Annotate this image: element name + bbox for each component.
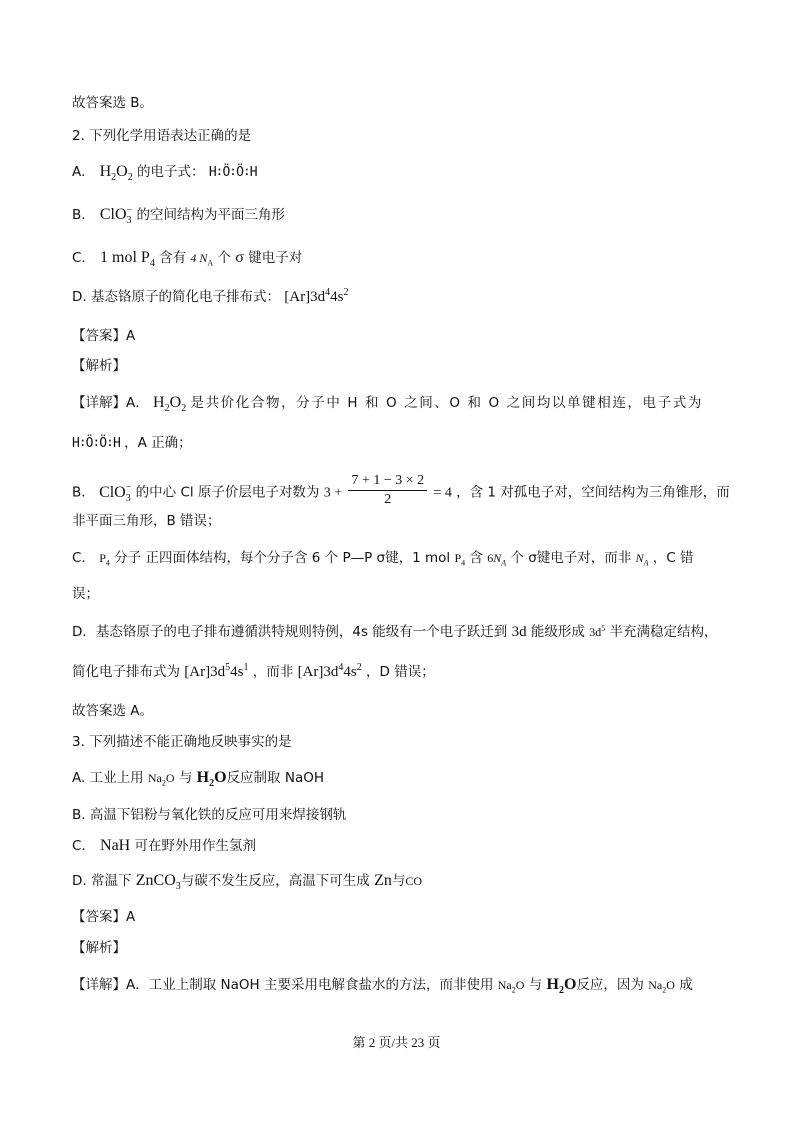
q3-option-b-text: B. 高温下铝粉与氧化铁的反应可用来焊接钢轨 <box>72 807 347 823</box>
detail-a-text: 是共价化合物，分子中 H 和 O 之间、O 和 O 之间均以单键相连，电子式为 <box>190 395 703 411</box>
fraction-left: 3 + <box>323 485 343 501</box>
detail-b-line-1 <box>72 474 730 511</box>
q3-option-d-text-3: 与 <box>391 873 406 889</box>
option-d-text: D. 基态铬原子的简化电子排布式： <box>72 289 280 305</box>
detail-clo3-formula: ClO$_3$− <box>99 482 132 504</box>
detail-c-line-2 <box>72 584 99 604</box>
answer-tag: 【答案】A <box>72 328 136 344</box>
detail3-na2o-2: $Na_2O$ <box>648 978 675 995</box>
detail-lewis-structure: H∶Ö∶Ö∶H <box>72 436 120 451</box>
detail-d-text-5: ，而非 <box>252 664 294 680</box>
analysis-line <box>72 356 126 376</box>
h2o2-lewis-structure: H∶Ö∶Ö∶H <box>208 165 257 180</box>
detail-c-text-2: 含 <box>469 550 483 566</box>
question-3-option-a <box>72 768 324 788</box>
clo3-formula: ClO$_3$− <box>99 204 133 227</box>
detail-d-line-1 <box>72 622 718 642</box>
question-2-option-d <box>72 287 348 307</box>
answer-tag-2: 【答案】A <box>72 909 136 925</box>
detail-h2o2-formula: $H_2O_2$ <box>153 394 187 415</box>
h2o2-formula: $H_2O_2$ <box>99 163 133 184</box>
question-2-stem <box>72 126 251 146</box>
detail-b-prefix: B． <box>72 484 95 501</box>
detail-a-line-2 <box>72 433 192 454</box>
q3-nah: NaH <box>100 837 131 854</box>
question-3-stem <box>72 732 292 752</box>
option-c-text-2: 个 <box>217 250 231 266</box>
q3-na2o: $Na_2O$ <box>147 771 175 788</box>
sigma-symbol: σ <box>235 249 244 266</box>
question-3-stem-text: 3. 下列描述不能正确地反映事实的是 <box>72 734 292 750</box>
detail-b-text: 的中心 Cl 原子价层电子对数为 <box>135 484 320 501</box>
correct-config: $[Ar]3d^54s^1$ <box>184 662 249 680</box>
detail-d-text-3: 半充满稳定结构， <box>609 624 718 640</box>
question-3-option-c <box>72 836 256 856</box>
detail-c-line-1 <box>72 548 694 568</box>
analysis-tag: 【解析】 <box>72 358 126 374</box>
option-a-text: 的电子式： <box>137 164 205 180</box>
q3-zn: Zn <box>374 872 392 889</box>
option-b-label: B. <box>72 207 86 223</box>
detail-c-text-3: 个 σ键电子对，而非 <box>510 550 632 566</box>
answer-line-2 <box>72 907 135 927</box>
q3-option-a-text: A. 工业上用 <box>72 770 144 786</box>
detail-d-text-4: 简化电子排布式为 <box>72 664 180 680</box>
cr-config-formula: $[Ar]3d^44s^2$ <box>284 287 349 305</box>
detail-p4: $P_4$ <box>99 551 110 568</box>
q3-option-d-text: D. 常温下 <box>72 873 132 889</box>
valence-pair-fraction <box>348 472 427 509</box>
previous-answer-line <box>72 93 153 113</box>
detail-c-conclusion: 误； <box>72 586 99 602</box>
detail-b-conclusion: 非平面三角形，B 错误； <box>72 513 221 529</box>
detail-c-text: 分子 正四面体结构，每个分子含 6 个 P—P σ键，1 mol <box>114 550 451 566</box>
fraction-numerator: 7 + 1 − 3 × 2 <box>348 472 427 491</box>
q3-h2o: $H_2O$ <box>196 769 227 790</box>
detail-3-text-2: 与 <box>528 977 543 993</box>
detail-a-prefix: 【详解】A． <box>72 395 149 411</box>
q3-option-d-text-2: 与碳不发生反应，高温下可生成 <box>180 873 370 889</box>
q3-co: CO <box>405 874 423 888</box>
final-answer-text: 故答案选 A。 <box>72 703 154 719</box>
page-number: 第 2 页/共 23 页 <box>352 1035 441 1050</box>
option-c-text-1: 含有 <box>159 250 187 266</box>
option-b-text: 的空间结构为平面三角形 <box>136 207 285 223</box>
detail-a-line-1 <box>72 393 703 413</box>
option-c-text-3: 键电子对 <box>248 250 303 266</box>
option-c-label: C. <box>72 250 86 266</box>
detail-d-line-2 <box>72 662 435 682</box>
q3-option-a-text-2: 与 <box>178 770 193 786</box>
answer-line <box>72 326 135 346</box>
detail3-h2o: $H_2O$ <box>546 976 577 997</box>
detail-3-text-4: 成 <box>679 977 693 993</box>
question-2-stem-text: 2. 下列化学用语表达正确的是 <box>72 128 252 144</box>
q3-option-c-text: 可在野外用作生氢剂 <box>134 838 257 854</box>
option-a-label: A. <box>72 164 86 180</box>
detail-3-line-1 <box>72 975 693 995</box>
question-2-option-a <box>72 162 257 183</box>
q3-option-a-text-3: 反应制取 NaOH <box>226 770 325 786</box>
six-na: $6N_A$ <box>487 551 507 568</box>
3d5: $3d^5$ <box>589 624 606 639</box>
detail-c-text-4: ，C 错 <box>652 550 694 566</box>
detail-d-conclusion: ，D 错误； <box>366 664 435 680</box>
detail-d-text: D．基态铬原子的电子排布遵循洪特规则特例，4s 能级有一个电子跃迁到 <box>72 624 508 640</box>
wrong-config: $[Ar]3d^44s^2$ <box>297 662 362 680</box>
question-3-option-d <box>72 871 422 891</box>
analysis-line-2 <box>72 938 126 958</box>
final-answer-line <box>72 701 153 721</box>
detail-c-prefix: C． <box>72 550 95 566</box>
detail-p4-2: $P_4$ <box>454 551 466 568</box>
na-alone: $N_A$ <box>635 551 649 568</box>
question-2-option-c <box>72 248 302 268</box>
detail-b-text-2: ，含 1 对孤电子对，空间结构为三角锥形，而 <box>456 484 730 501</box>
detail-d-text-2: 能级形成 <box>530 624 585 640</box>
detail3-na2o: $Na_2O$ <box>497 978 525 995</box>
detail-3-text-3: 反应，因为 <box>576 977 644 993</box>
question-3-option-b <box>72 805 346 825</box>
previous-answer-text: 故答案选 B。 <box>72 95 154 111</box>
four-na: 4 $N_A$ <box>190 251 214 268</box>
detail-3-text: 【详解】A．工业上制取 NaOH 主要采用电解食盐水的方法，而非使用 <box>72 977 494 993</box>
detail-a-conclusion: ，A 正确； <box>124 435 192 451</box>
3d-orbital: 3d <box>511 624 527 640</box>
q3-znco3: ZnCO$_3$ <box>135 872 181 893</box>
detail-b-line-2 <box>72 511 221 531</box>
fraction-result: = 4 <box>433 485 452 501</box>
mol-p4-formula: 1 mol $P_4$ <box>100 249 155 270</box>
question-2-option-b <box>72 205 285 225</box>
analysis-tag-2: 【解析】 <box>72 940 126 956</box>
q3-option-c-label: C. <box>72 838 86 854</box>
fraction-denominator: 2 <box>384 492 392 507</box>
page-footer <box>0 1032 793 1051</box>
